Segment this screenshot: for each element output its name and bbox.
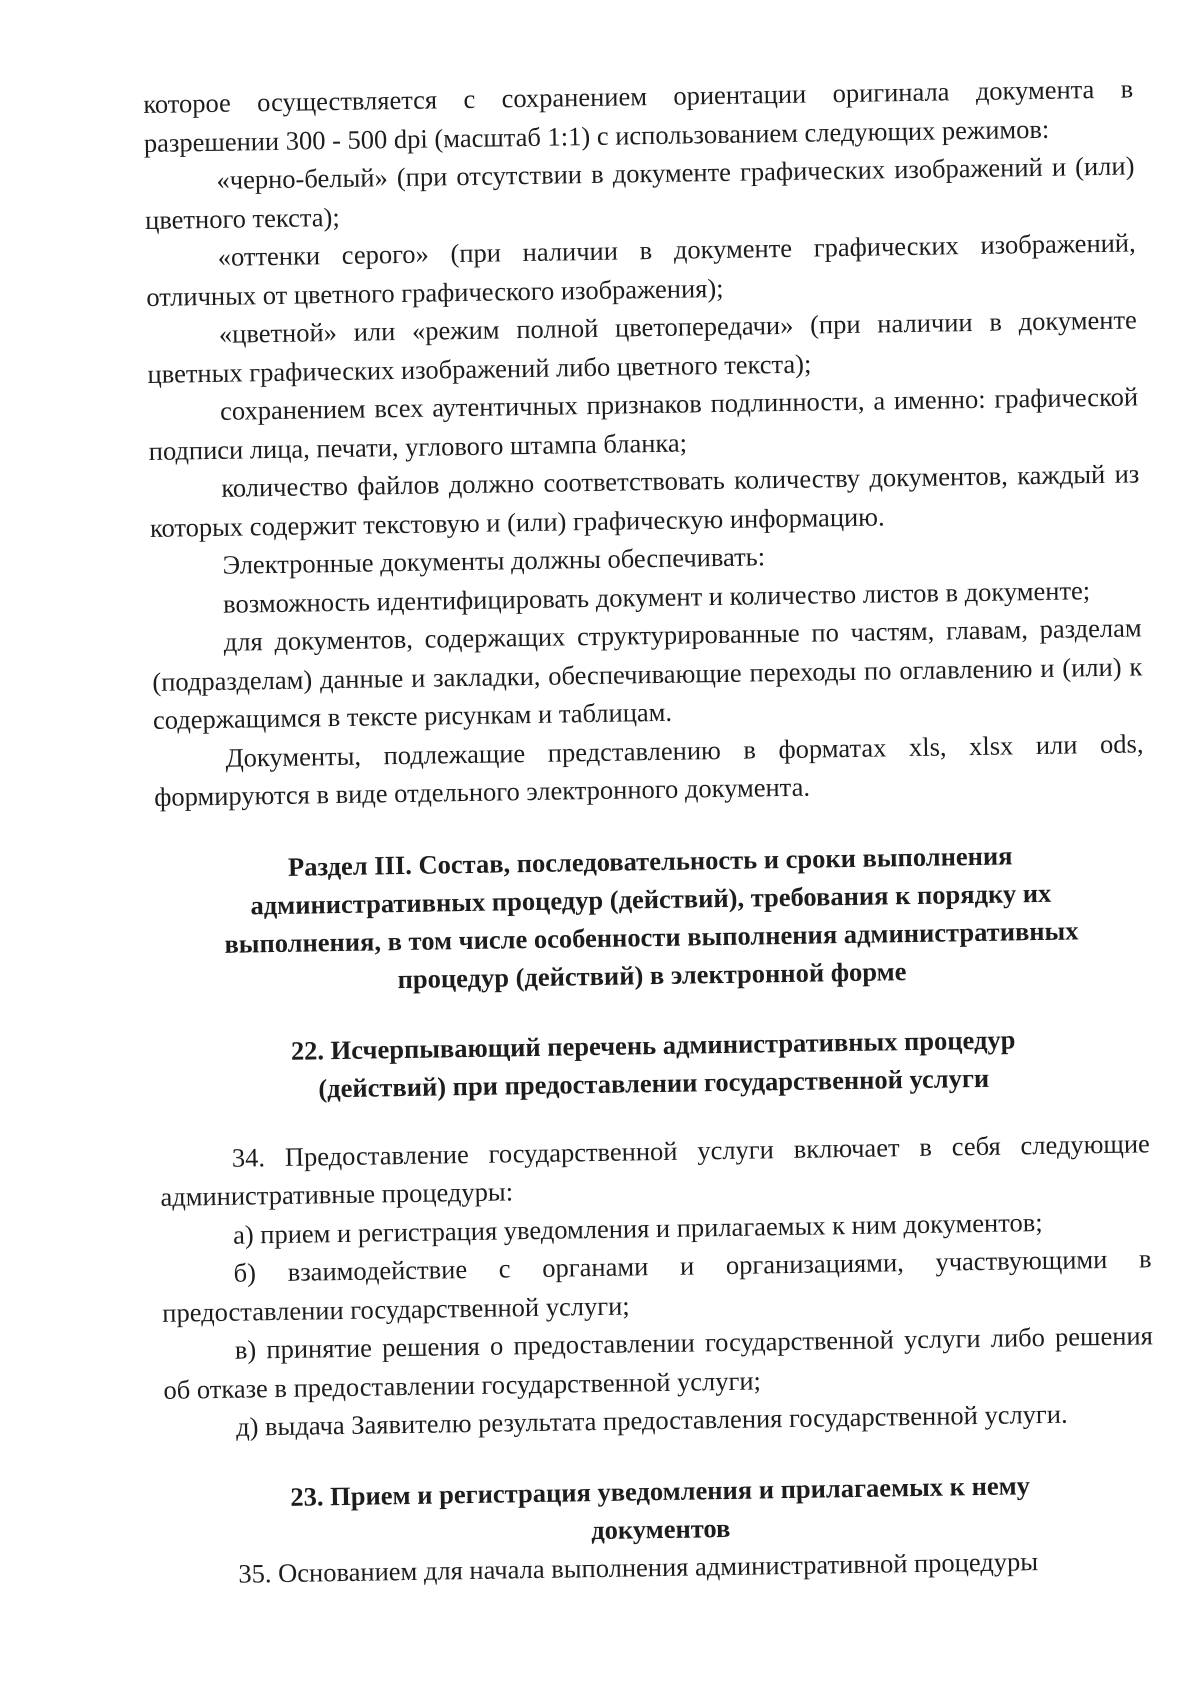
paragraph-authenticity: сохранением всех аутентичных признаков подлинности, а именно: графической подписи лица, печати, углового штампа бланка; [148, 381, 1139, 466]
section-heading-line: административных процедур (действий), требования к порядку их [250, 877, 1052, 920]
list-item-a: а) прием и регистрация уведомления и прилагаемых к ним документов; [232, 1206, 1043, 1250]
section-heading [155, 834, 1147, 1002]
subsection-heading-line: 23. Прием и регистрация уведомления и прилагаемых к нему [290, 1469, 1031, 1512]
paragraph-grayscale-mode: «оттенки серого» (при наличии в документе графических изображений, отличных от цветного графического изображения); [146, 227, 1136, 312]
section-heading-line: процедур (действий) в электронной форме [397, 955, 907, 994]
subsection-heading-line: документов [590, 1512, 731, 1545]
list-item-v: в) принятие решения о предоставлении государственной услуги либо решения об отказе в предоставлении государственной услуги; [163, 1320, 1153, 1405]
paragraph-identification: возможность идентифицировать документ и количество листов в документе; [222, 574, 1091, 619]
paragraph-34: 34. Предоставление государственной услуги включает в себя следующие административные процедуры: [160, 1127, 1150, 1212]
paragraph-continuation: которое осуществляется с сохранением ориентации оригинала документа в разрешении 300 - 500 dpi (масштаб 1:1) с использованием следующих режимов: [143, 73, 1134, 158]
paragraph-bw-mode: «черно-белый» (при отсутствии в документе графических изображений и (или) цветного текста); [144, 150, 1135, 235]
paragraph-file-count: количество файлов должно соответствовать количеству документов, каждый из которых содержит текстовую и (или) графическую информацию. [149, 458, 1140, 543]
subsection-heading-line: (действий) при предоставлении государственной услуги [318, 1062, 990, 1103]
document-body [143, 69, 1157, 1593]
subsection-heading-line: 22. Исчерпывающий перечень административных процедур [290, 1023, 1016, 1066]
paragraph-color-mode: «цветной» или «режим полной цветопередачи» (при наличии в документе цветных графических изображений либо цветного текста); [147, 304, 1138, 389]
subsection-heading-22 [158, 1018, 1149, 1110]
list-item-d: д) выдача Заявителю результата предоставления государственной услуги. [235, 1398, 1068, 1442]
section-heading-line: Раздел III. Состав, последовательность и сроки выполнения [287, 839, 1013, 882]
paragraph-spreadsheet-formats: Документы, подлежащие представлению в форматах xls, xlsx или ods, формируются в виде отдельного электронного документа. [153, 727, 1144, 812]
list-item-b: б) взаимодействие с органами и организациями, участвующими в предоставлении государственной услуги; [162, 1243, 1152, 1328]
paragraph-electronic-docs: Электронные документы должны обеспечивать: [222, 541, 766, 580]
section-heading-line: выполнения, в том числе особенности выполнения административных [224, 914, 1079, 959]
paragraph-35: 35. Основанием для начала выполнения административной процедуры [238, 1545, 1039, 1589]
paragraph-structured-docs: для документов, содержащих структурированные по частям, главам, разделам (подразделам) данные и закладки, обеспечивающие переходы по оглавлению и (или) к содержащимся в тексте рисункам и таблицам. [152, 612, 1143, 735]
